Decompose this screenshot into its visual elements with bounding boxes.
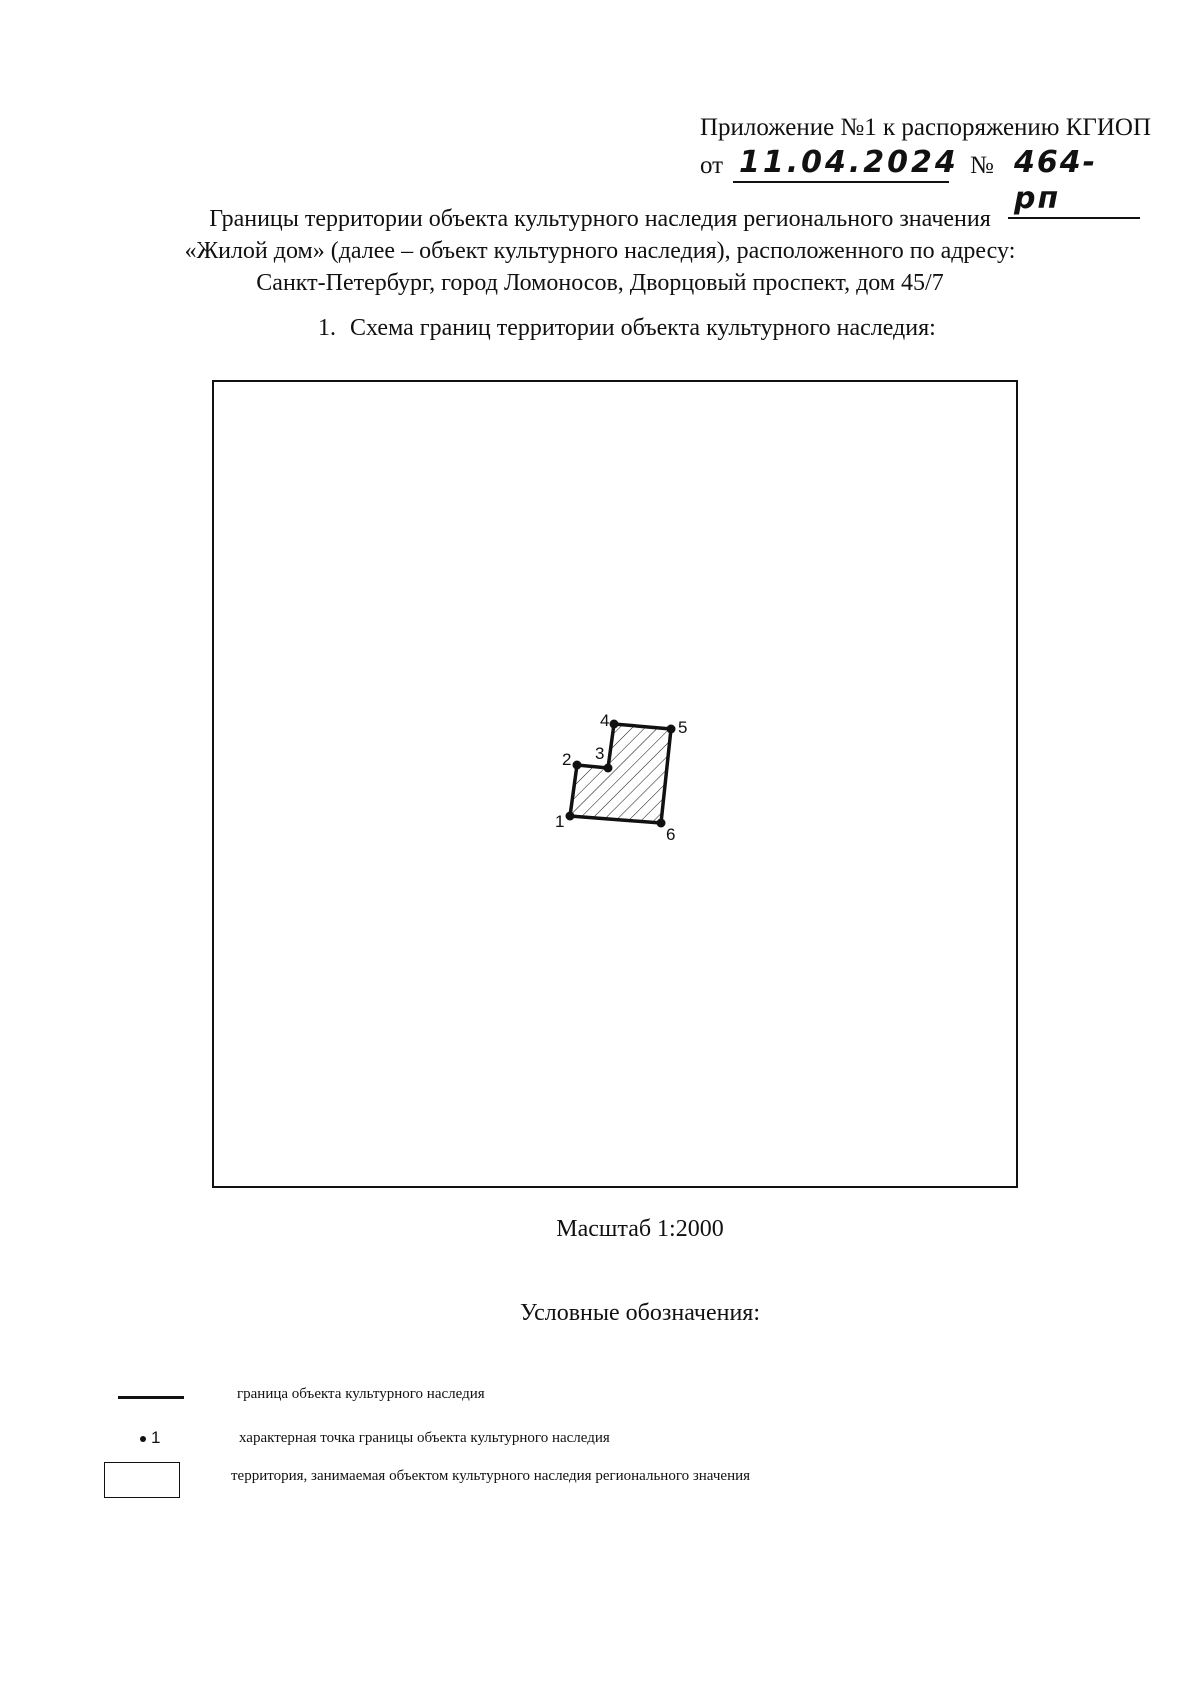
territory-polygon [570,724,671,823]
point-label-3: 3 [595,744,605,763]
legend-text-boundary: граница объекта культурного наследия [237,1386,485,1402]
handwritten-date: 11.04.2024 [733,145,949,183]
legend-row-territory [0,1462,1200,1502]
point-label-2: 2 [562,750,572,769]
section-text: Схема границ территории объекта культурного наследия: [350,315,936,341]
point-label-5: 5 [678,718,688,737]
point-dot-icon [140,1436,146,1442]
legend-row-point [0,1422,1200,1462]
boundary-point-5 [667,725,676,734]
boundary-point-1 [566,812,575,821]
document-heading [150,203,1050,299]
number-label: № [970,152,994,179]
point-label-4: 4 [600,711,610,730]
handwritten-number: 464-рп [1008,145,1140,219]
boundary-map [212,380,1018,1188]
point-label-1: 1 [555,812,565,831]
legend-point-label: 1 [151,1428,161,1447]
boundary-point-3 [604,764,613,773]
boundary-point-2 [573,761,582,770]
boundary-line-symbol [118,1396,184,1399]
appendix-date-number [700,145,1170,216]
section-number: 1. [318,315,336,341]
appendix-header [700,113,1170,216]
date-label: от [700,152,724,179]
heading-line-3: Санкт-Петербург, город Ломоносов, Дворцовый проспект, дом 45/7 [256,270,944,296]
legend-text-point: характерная точка границы объекта культурного наследия [239,1430,610,1446]
boundary-point-6 [657,819,666,828]
appendix-title: Приложение №1 к распоряжению КГИОП [700,114,1152,141]
map-scale: Масштаб 1:2000 [556,1216,724,1242]
legend-text-territory: территория, занимаемая объектом культурного наследия регионального значения [231,1468,751,1484]
boundary-point-4 [610,720,619,729]
legend-title: Условные обозначения: [519,1300,761,1326]
heading-line-1: Границы территории объекта культурного наследия регионального значения [209,206,991,232]
section-title [318,315,936,342]
heading-line-2: «Жилой дом» (далее – объект культурного наследия), расположенного по адресу: [184,238,1016,264]
territory-box-symbol [104,1462,180,1498]
legend-row-boundary [0,1378,1200,1418]
boundary-point-symbol [140,1428,160,1448]
boundary-map-svg [214,382,1020,1190]
point-label-6: 6 [666,825,676,844]
